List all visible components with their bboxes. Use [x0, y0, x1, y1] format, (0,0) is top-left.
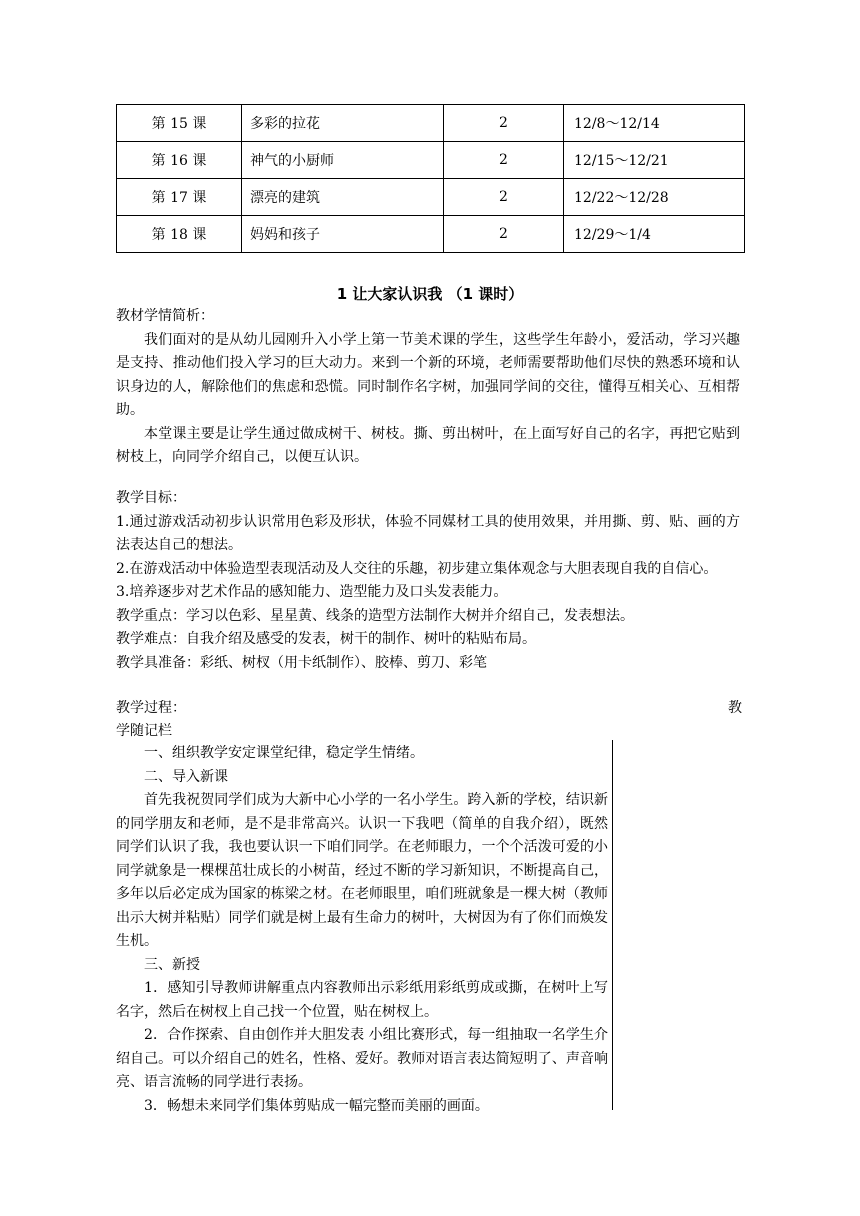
intro-paragraph: 首先我祝贺同学们成为大新中心小学的一名小学生。跨入新的学校，结识新的同学朋友和老师，是不是非常高兴。认识一下我吧（简单的自我介绍），既然同学们认识了我，我也要认识一下咱们同学。在老师眼力，一个个活泼可爱的小同学就象是一棵棵茁壮成长的小树苗，经过不断的学习新知识，不断提高自己，多年以后必定成为国家的栋梁之材。在老师眼里，咱们班就象是一棵大树（教师出示大树并粘贴）同学们就是树上最有生命力的树叶，大树因为有了你们而焕发生机。	[116, 792, 608, 949]
step-3: 三、新授	[144, 956, 200, 973]
lesson-title-cell: 多彩的拉花	[242, 105, 444, 142]
table-row	[117, 142, 745, 179]
goals-section	[116, 487, 740, 675]
sub-step-1: 1．感知引导教师讲解重点内容教师出示彩纸用彩纸剪成或撕，在树叶上写名字，然后在树杈上自己找一个位置，贴在树杈上。	[116, 980, 608, 1020]
analysis-paragraph-1: 我们面对的是从幼儿园刚升入小学上第一节美术课的学生，这些学生年龄小，爱活动，学习兴趣是支持、推动他们投入学习的巨大动力。来到一个新的环境，老师需要帮助他们尽快的熟悉环境和认识身边的人，解除他们的焦虑和恐慌。同时制作名字树，加强同学间的交往，懂得互相关心、互相帮助。	[116, 331, 740, 418]
goal-item-2: 2.在游戏活动中体验造型表现活动及人交往的乐趣，初步建立集体观念与大胆表现自我的自信心。	[116, 560, 718, 577]
goal-item-1: 1.通过游戏活动初步认识常用色彩及形状，体验不同媒材工具的使用效果，并用撕、剪、贴、画的方法表达自己的想法。	[116, 513, 740, 553]
lesson-number-cell: 第 15 课	[117, 105, 242, 142]
difficulties: 教学难点：自我介绍及感受的发表，树干的制作、树叶的粘贴布局。	[116, 631, 536, 647]
lesson-number-cell: 第 17 课	[117, 179, 242, 216]
table-row	[117, 216, 745, 253]
analysis-paragraph-2: 本堂课主要是让学生通过做成树干、树枝。撕、剪出树叶，在上面写好自己的名字，再把它贴到树枝上，向同学介绍自己，以便互认识。	[116, 425, 740, 465]
step-1: 一、组织教学安定课堂纪律，稳定学生情绪。	[144, 745, 424, 761]
lesson-hours-cell: 2	[444, 105, 564, 142]
lesson-dates-cell: 12/22～12/28	[564, 179, 745, 216]
materials: 教学具准备：彩纸、树杈（用卡纸制作）、胶棒、剪刀、彩笔	[116, 654, 487, 671]
lesson-title-cell: 神气的小厨师	[242, 142, 444, 179]
lesson-hours-cell: 2	[444, 142, 564, 179]
lesson-dates-cell: 12/15～12/21	[564, 142, 745, 179]
process-section	[116, 742, 608, 1118]
lesson-title-cell: 漂亮的建筑	[242, 179, 444, 216]
lesson-title-cell: 妈妈和孩子	[242, 216, 444, 253]
lesson-hours-cell: 2	[444, 179, 564, 216]
lesson-hours-cell: 2	[444, 216, 564, 253]
goals-heading: 教学目标：	[116, 490, 186, 506]
lesson-number-cell: 第 18 课	[117, 216, 242, 253]
notes-label-start: 教	[728, 700, 742, 716]
goal-item-3: 3.培养逐步对艺术作品的感知能力、造型能力及口头发表能力。	[116, 584, 508, 600]
sub-step-3: 3．畅想未来同学们集体剪贴成一幅完整而美丽的画面。	[144, 1097, 489, 1114]
lesson-dates-cell: 12/8～12/14	[564, 105, 745, 142]
notes-column-divider	[612, 740, 613, 1110]
process-label: 教学过程：	[116, 700, 186, 716]
schedule-table	[116, 104, 745, 253]
lesson-title: 1 让大家认识我 （1 课时）	[336, 285, 524, 303]
lesson-number-cell: 第 16 课	[117, 142, 242, 179]
table-row	[117, 179, 745, 216]
analysis-heading: 教材学情简析：	[116, 308, 214, 324]
notes-label-end: 学随记栏	[116, 723, 172, 739]
process-heading-row	[116, 697, 742, 721]
lesson-dates-cell: 12/29～1/4	[564, 216, 745, 253]
step-2: 二、导入新课	[144, 768, 228, 785]
analysis-section	[116, 305, 740, 470]
table-row	[117, 105, 745, 142]
sub-step-2: 2．合作探索、自由创作并大胆发表 小组比赛形式，每一组抽取一名学生介绍自己。可以介绍自己的姓名，性格、爱好。教师对语言表达简短明了、声音响亮、语言流畅的同学进行表扬。	[116, 1027, 608, 1090]
key-points: 教学重点：学习以色彩、星星黄、线条的造型方法制作大树并介绍自己，发表想法。	[116, 607, 634, 624]
